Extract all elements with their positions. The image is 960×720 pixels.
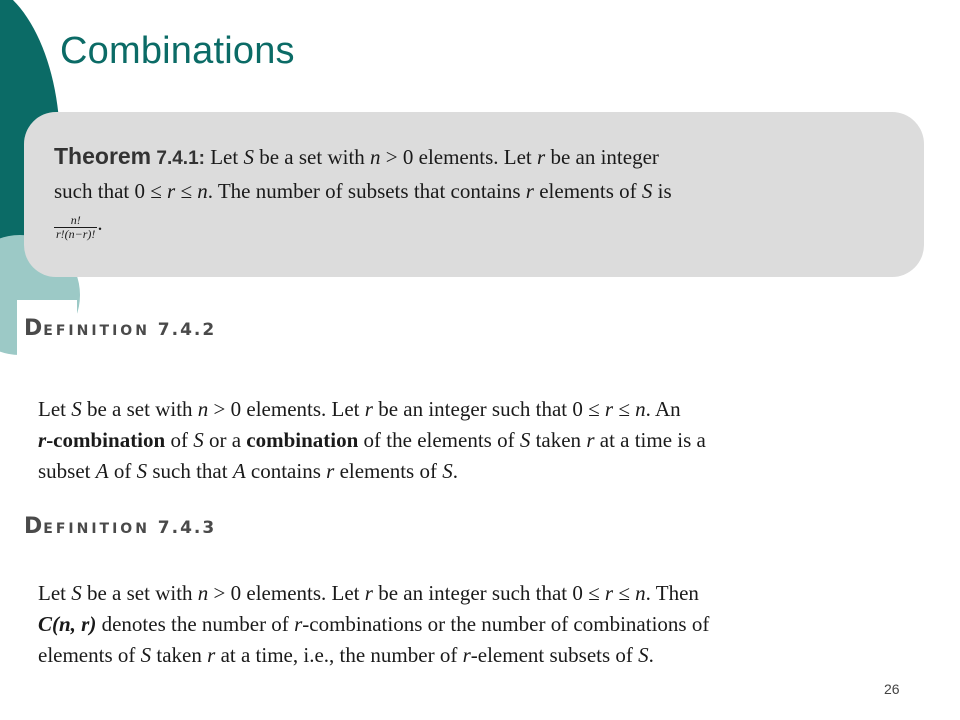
definition-7-4-2-line-1: Let S be a set with n > 0 elements. Let r be an integer such that 0 ≤ r ≤ n. An bbox=[38, 397, 681, 421]
definition-7-4-3-body bbox=[38, 578, 938, 671]
slide-title: Combinations bbox=[60, 30, 295, 72]
theorem-box bbox=[24, 112, 924, 277]
fraction-denominator: r!(n−r)! bbox=[56, 226, 96, 241]
definition-7-4-3-heading: DEFINITION 7.4.3 bbox=[24, 514, 217, 539]
theorem-line-1: Theorem 7.4.1: Let S be a set with n > 0 elements. Let r be an integer bbox=[54, 143, 659, 169]
definition-7-4-3-line-3: elements of S taken r at a time, i.e., the number of r-element subsets of S. bbox=[38, 643, 654, 667]
theorem-number: 7.4.1: bbox=[156, 148, 205, 169]
theorem-line-3: $\frac{n!}{r!(n-r)!}$ . bbox=[56, 211, 103, 241]
fraction-numerator: n! bbox=[54, 214, 97, 228]
definition-7-4-2-line-2: r-combination of S or a combination of the elements of S taken r at a time is a bbox=[38, 428, 706, 452]
theorem-line-2: such that 0 ≤ r ≤ n. The number of subsets that contains r elements of S is bbox=[54, 179, 672, 203]
theorem-label: Theorem bbox=[54, 143, 152, 169]
definition-7-4-3-line-2: C(n, r) denotes the number of r-combinations or the number of combinations of bbox=[38, 612, 710, 636]
page-number: 26 bbox=[884, 681, 900, 697]
cnr-notation: C(n, r) bbox=[38, 612, 97, 636]
theorem-text bbox=[54, 140, 904, 241]
definition-7-4-2-line-3: subset A of S such that A contains r elements of S. bbox=[38, 459, 458, 483]
theorem-fraction bbox=[54, 214, 97, 241]
definition-7-4-2-heading: DEFINITION 7.4.2 bbox=[24, 316, 217, 341]
definition-7-4-2-body bbox=[38, 394, 938, 487]
definition-7-4-3-line-1: Let S be a set with n > 0 elements. Let r be an integer such that 0 ≤ r ≤ n. Then bbox=[38, 581, 699, 605]
